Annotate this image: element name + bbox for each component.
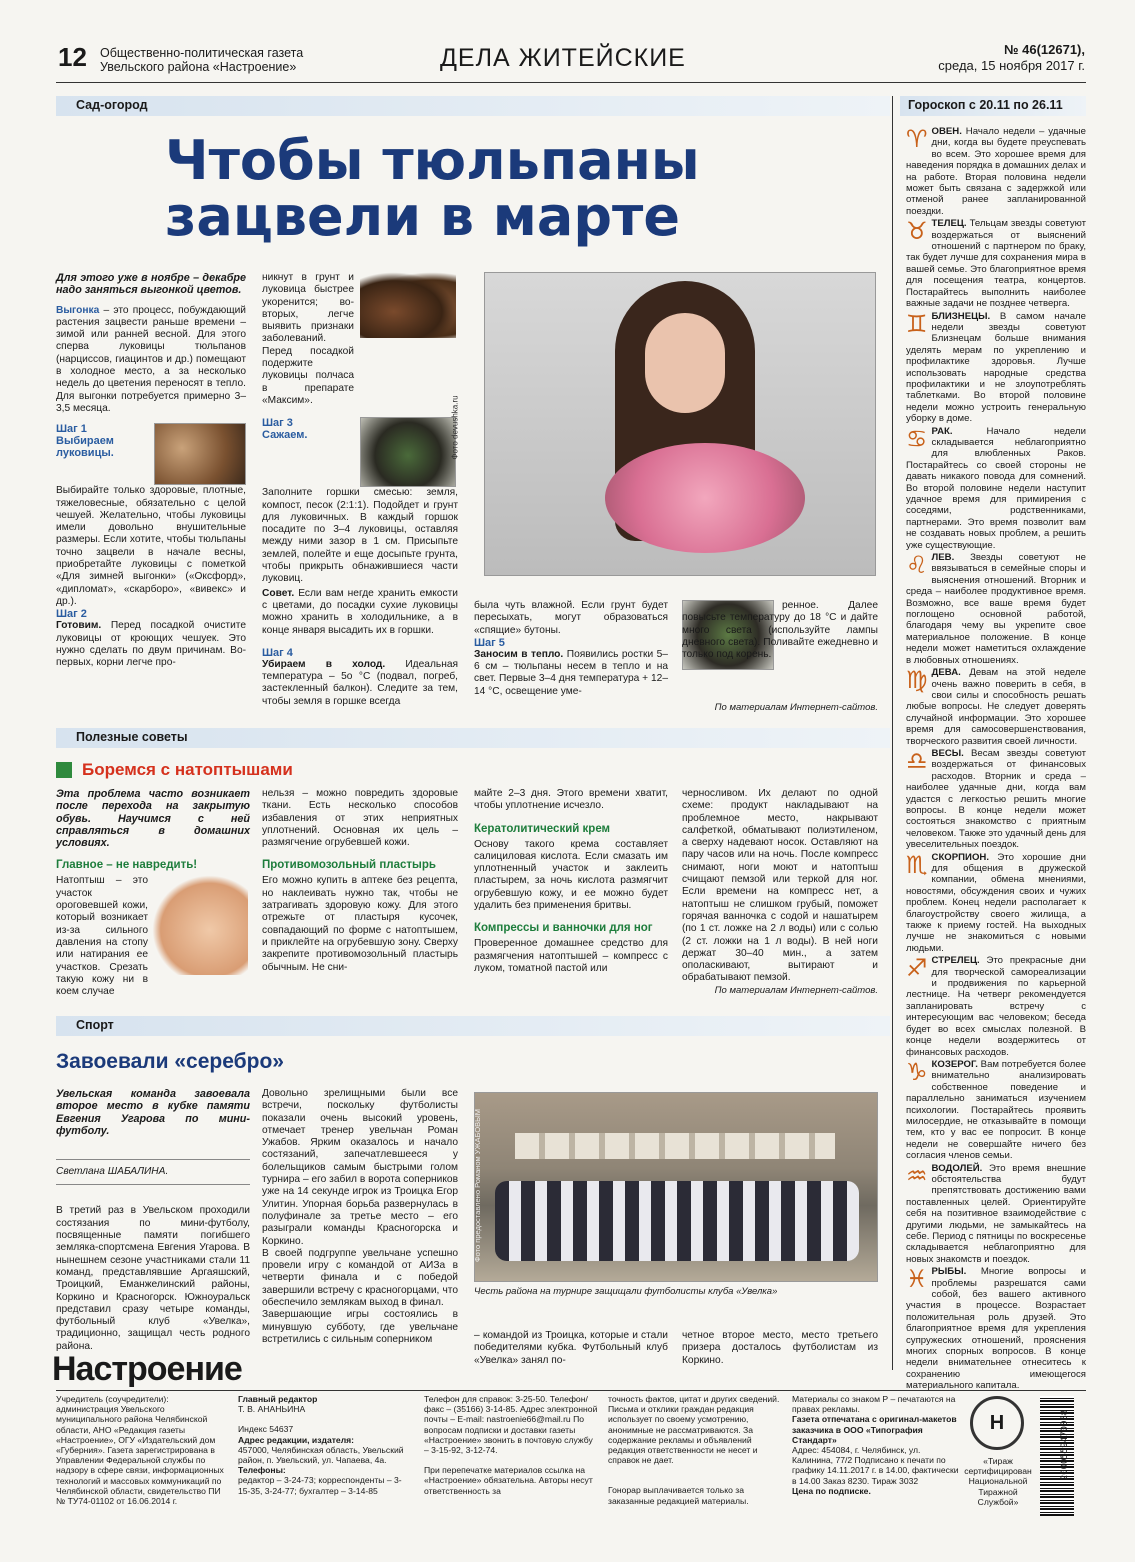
tips-title-row bbox=[56, 760, 293, 780]
horoscope-sign-name: РАК. bbox=[931, 425, 953, 437]
tips-col1-text: Натоптыш – это участок ороговевшей кожи, который возникает из-за сильного давления на стопу или натирания ее участков. Срезать такую кожу ни в коем случае bbox=[56, 875, 148, 998]
zodiac-icon: ♎ bbox=[906, 746, 928, 775]
photo-tulips bbox=[605, 443, 805, 553]
step3-label: Шаг 3 bbox=[262, 417, 293, 430]
advice-block bbox=[262, 588, 458, 637]
tips-col-4 bbox=[682, 788, 878, 997]
circulation-seal-icon: Н bbox=[970, 1396, 1024, 1450]
sport-col2b-text: В своей подгруппе увельчане успешно провели игру с командой от АИЗа в четверти финала и с победой завершили встречу с красногорцами, что обеспечило землякам выход в финал. bbox=[262, 1247, 458, 1309]
garden-col4-text: ренное. Далее повысьте температуру до 18 °С и дайте много света (используйте лампы дневного света). Поливайте ежедневно и только под корень. bbox=[682, 600, 878, 661]
garden-intro-text: – это процесс, побуждающий растения зацвести раньше времени – зимой или ранней весной. Для этого сперва луковицы тюльпанов (нарциссов, гиацинтов и др.) помещают в холодное место, а за несколько недель до цветения переносят в тепло. Для выгонки потребуется примерно 3–3,5 месяца. bbox=[56, 304, 246, 414]
sport-caption: Честь района на турнире защищали футболисты клуба «Увелка» bbox=[474, 1286, 778, 1297]
tips-sub1: Главное – не навредить! bbox=[56, 859, 198, 872]
step2-text: Перед посадкой очистите луковицы от кроющих чешуек. Это нужно сделать по двум причинам. Во-первых, корни легче про- bbox=[56, 620, 246, 669]
footer-price: Цена по подписке. bbox=[792, 1485, 871, 1496]
header-divider bbox=[56, 82, 1086, 83]
garden-title bbox=[165, 129, 865, 248]
feet-photo bbox=[152, 875, 248, 975]
horoscope-sign-text: Звезды советуют не ввязываться в семейные споры и выяснения отношений. Вторник и среда – наиболее продуктивное время. Возможно, все ваше время будет поглощено основной работой, благодаря чему вы укрепите свое материальное положение. В конце недели может наметиться охлаждение в любовных отношениях. bbox=[906, 552, 1086, 666]
barcode-number: 2000559470088 bbox=[1060, 1409, 1070, 1481]
zodiac-icon: ♌ bbox=[906, 551, 928, 580]
rubric-garden: Сад-огород bbox=[56, 96, 890, 116]
zodiac-icon: ♏ bbox=[906, 850, 928, 879]
step1-text: Выбирайте только здоровые, плотные, тяжеловесные, обязательно с целой чешуей. Желательно, чтобы луковицы имели довольно внушительные размеры. Если хотите, чтобы тюльпаны точно зацвели в начале весны, приобретайте луковицы с пометкой «Для зимней выгонки» («Оксфорд», «дипломат», «скарборо», «вивекс» и др.). bbox=[56, 485, 246, 607]
horoscope-sign-name: ОВЕН. bbox=[931, 126, 962, 137]
footer-founders: Учредитель (соучредители): администрация Увельского муниципального района Челябинской области, АНО «Редакция газеты «Настроение», ОГУ «Издательский дом «Губерния». Газета зарегистрирована в Управлении Федеральной службы по надзору в сфере связи, информационных технологий и массовых коммуникаций по Челябинской области, свидетельство ПИ № ТУ74-01102 от 16.06.2014 г. bbox=[56, 1394, 224, 1507]
garden-intro-term: Выгонка bbox=[56, 304, 100, 316]
step4-text: Идеальная температура – 5о °С (подвал, погреб, застекленный балкон). Следите за тем, чтобы земля в горшке всегда bbox=[262, 658, 458, 707]
garden-intro bbox=[56, 305, 246, 416]
pot-sprouts-photo bbox=[360, 417, 456, 487]
step4-title: Убираем в холод. bbox=[262, 658, 386, 670]
team-photo-scoreboard bbox=[515, 1133, 835, 1159]
footer-editor-block bbox=[238, 1394, 412, 1496]
zodiac-icon: ♓ bbox=[906, 1265, 928, 1294]
zodiac-icon: ♑ bbox=[906, 1057, 928, 1086]
sport-title: Завоевали «серебро» bbox=[56, 1050, 284, 1073]
team-photo-players bbox=[495, 1181, 859, 1261]
footer-print-block bbox=[792, 1394, 962, 1496]
step3-block bbox=[262, 417, 458, 487]
garden-col2-top: никнут в грунт и луковица быстрее укоренится; во-вторых, легче выявить признаки заболеваний. Перед посадкой подержите луковицы полчаса в препарате «Максим». bbox=[262, 272, 354, 406]
footer-phones: редактор – 3-24-73; корреспонденты – 3-15-35, 3-24-77; бухгалтер – 3-14-85 bbox=[238, 1475, 402, 1496]
horoscope-sign-text: Многие вопросы и проблемы разрешатся сами собой, без вашего активного участия в процессе. Возрастает положительная роль друзей. Это благоприятное время для укрепления супружеских отношений, прояснения многих спорных вопросов. В конце недели внимательнее отнеситесь к сохранению имеющегося материального капитала. bbox=[906, 1266, 1086, 1392]
horoscope-sign-name: СТРЕЛЕЦ. bbox=[931, 955, 980, 967]
horoscope-sign-text: Тельцам звезды советуют воздержаться от выяснений отношений с партнером по браку, так будет лучше для сохранения мира в вашей семье. Это благоприятное время для посещения театра, концертов. Постарайтесь выполнить наиболее важные задачи не позднее четверга. bbox=[906, 218, 1086, 310]
footer-contacts: Телефон для справок: 3-25-50. Телефон/факс – (35166) 3-14-85. Адрес электронной почты – E-mail: nastroenie66@mail.ru По вопросам подписки и доставки газеты «Настроение» звонить в почтовую службу – 3-15-92, 3-12-74. bbox=[424, 1394, 598, 1456]
tips-col3a-text: майте 2–3 дня. Этого времени хватит, чтобы уплотнение исчезло. bbox=[474, 788, 668, 812]
footer-phones-title: Телефоны: bbox=[238, 1465, 286, 1476]
horoscope-sign-text: В самом начале недели звезды советуют Близнецам больше внимания уделять мерам по укреплению и профилактике здоровья. Лучше использовать народные средства профилактики и не злоупотреблять таблетками. Во второй половине недели можно устроить генеральную уборку в доме. bbox=[906, 310, 1086, 425]
step5-label: Шаг 5 bbox=[474, 636, 505, 649]
col2-top-block bbox=[262, 272, 458, 407]
horoscope-list bbox=[906, 126, 1086, 1393]
page-number: 12 bbox=[58, 42, 87, 72]
step4-label: Шаг 4 bbox=[262, 646, 293, 659]
footer-ads: Материалы со знаком Р – печатаются на правах рекламы. bbox=[792, 1394, 956, 1415]
publication-line-1: Общественно-политическая газета bbox=[100, 46, 304, 60]
zodiac-icon: ♊ bbox=[906, 309, 928, 338]
horoscope-item bbox=[906, 218, 1086, 309]
footer-resp-block bbox=[608, 1394, 782, 1506]
horoscope-item bbox=[906, 748, 1086, 851]
tips-source: По материалам Интернет-сайтов. bbox=[714, 984, 878, 996]
step1-title: Выбираем луковицы. bbox=[56, 435, 114, 460]
sport-col4-text: четное второе место, место третьего призера досталось футболистам из Коркино. bbox=[682, 1330, 878, 1366]
horoscope-sign-name: ВОДОЛЕЙ. bbox=[931, 1162, 983, 1174]
garden-col-1 bbox=[56, 272, 246, 669]
horoscope-sign-name: БЛИЗНЕЦЫ. bbox=[931, 310, 991, 322]
tips-col1-body bbox=[56, 875, 250, 998]
footer-divider bbox=[56, 1390, 1086, 1391]
horoscope-sign-name: КОЗЕРОГ. bbox=[931, 1058, 978, 1070]
horoscope-sign-text: Это время внешние обстоятельства будут препятствовать достижению вами поставленных целей. Ориентируйте себя на позитивное взаимодействие с другими людьми, не замыкайтесь на себе. Период с пятницы по воскресенье складывается неблагоприятно для новых знакомств и поездок. bbox=[906, 1162, 1086, 1265]
footer-editor-name: Т. В. АНАНЬИНА bbox=[238, 1404, 306, 1415]
footer-editor-title: Главный редактор bbox=[238, 1394, 318, 1404]
horoscope-sign-name: СКОРПИОН. bbox=[931, 851, 990, 863]
horoscope-sign-text: Весам звезды советуют воздержаться от финансовых расходов. Вторник и среда – наиболее удачные дни, когда вам удастся с легкостью решить многие вопросы. В конце недели может состояться знакомство с приятным человеком. Также это удачный день для увеселительных поездок. bbox=[906, 747, 1087, 851]
tips-col2b-text: Его можно купить в аптеке без рецепта, но наклеивать нужно так, чтобы не затрагивать здоровую кожу. Для этого отрежьте от пластыря кусочек, совпадающий по форме с натоптышем, и приклейте на огрубевшую зону. Сверху закрепите противомозольный пластырь обычным. Не сни- bbox=[262, 875, 458, 973]
advice-text: Если вам негде хранить емкости с цветами, до посадки сухие луковицы можно хранить в холодильнике, а в конце января высадить их в горшки. bbox=[262, 587, 458, 636]
sport-col-1 bbox=[56, 1088, 250, 1353]
horoscope-sign-text: Начало недели складывается неблагоприятно для влюбленных Раков. Постарайтесь со своей стороны не давать никакого повода для сомнений. Во второй половине недели наступит удачное время для примирения с соседями, родственниками, партнерами. Это время позволит вам не создавать новых проблем, а решить уже существующие. bbox=[906, 425, 1086, 551]
footer-reprint: При перепечатке материалов ссылка на «Настроение» обязательна. Авторы несут ответственность за bbox=[424, 1465, 593, 1496]
horoscope-item bbox=[906, 667, 1086, 747]
step5-title: Заносим в тепло. bbox=[474, 648, 564, 660]
horoscope-sign-name: ТЕЛЕЦ. bbox=[931, 218, 967, 230]
tips-col3c-text: Проверенное домашнее средство для размягчения натоптышей – компресс с луком, томатной пастой или bbox=[474, 938, 668, 974]
horoscope-item bbox=[906, 126, 1086, 217]
sport-lead: Увельская команда завоевала второе место в кубке памяти Евгения Угарова по мини-футболу. bbox=[56, 1088, 250, 1137]
sport-col2c-text: Завершающие игры состоялись в минувшую субботу, где увельчане встретились с сильным соперником bbox=[262, 1309, 458, 1345]
publication-line bbox=[100, 46, 303, 74]
horoscope-item bbox=[906, 852, 1086, 955]
tips-col-1 bbox=[56, 788, 250, 998]
photo-face bbox=[645, 313, 725, 413]
step2-label: Шаг 2 bbox=[56, 608, 87, 621]
sport-col-2 bbox=[262, 1088, 458, 1346]
footer-responsibility: точность фактов, цитат и других сведений. Письма и отклики граждан редакция использует по своему усмотрению, анонимные не рассматриваются. За содержание рекламы и объявлений редакция ответственности не несет и справок не дает. bbox=[608, 1394, 780, 1466]
zodiac-icon: ♋ bbox=[906, 424, 928, 453]
rubric-horoscope: Гороскоп с 20.11 по 26.11 bbox=[900, 96, 1086, 116]
horoscope-sign-text: Это хорошие дни для общения в дружеской компании, обмена мнениями, новостями, обсуждения своих и чужих проблем. Конец недели располагает к благоустройству своего жилища, а также к приему гостей. На выходных лучше не знакомиться с новыми людьми. bbox=[906, 851, 1086, 954]
rubric-sport: Спорт bbox=[56, 1016, 890, 1036]
sport-photo-credit: Фото предоставлено Романом УЖАБОВЫМ bbox=[473, 1108, 483, 1263]
step3-text: Заполните горшки смесью: земля, компост, песок (2:1:1). Подойдет и грунт для луковичных. В каждый горшок посадите по 3–4 луковицы, оставляя между ними зазор в 1 см. Присыпьте землей, полейте и еще досыпьте грунта, чтобы прикрыть обнажившиеся части луковиц. bbox=[262, 487, 458, 585]
tips-col-3 bbox=[474, 788, 668, 975]
sport-author: Светлана ШАБАЛИНА. bbox=[56, 1166, 169, 1178]
zodiac-icon: ♉ bbox=[906, 217, 928, 246]
issue-number: № 46(12671), bbox=[1004, 42, 1085, 57]
garden-col-3 bbox=[474, 600, 668, 698]
step2-title: Готовим. bbox=[56, 620, 102, 632]
step1-label: Шаг 1 bbox=[56, 423, 87, 436]
issue-date: среда, 15 ноября 2017 г. bbox=[938, 58, 1085, 73]
footer-address-title: Адрес редакции, издателя: bbox=[238, 1434, 355, 1445]
horoscope-sign-text: Начало недели – удачные дни, когда вы будете преуспевать во всем. Это хорошее время для наведения порядка в домашних делах и на работе. Вторая половина недели может быть связана с задержкой или отменой ранее запланированной поездки. bbox=[906, 126, 1086, 217]
green-square-icon bbox=[56, 762, 72, 778]
tips-sub3: Кератолитический крем bbox=[474, 822, 611, 835]
team-photo bbox=[474, 1092, 878, 1282]
tips-sub2: Противомозольный пластырь bbox=[262, 859, 436, 872]
garden-title-line-2: зацвели в марте bbox=[165, 185, 680, 248]
footer-address: 457000, Челябинская область, Увельский район, п. Увельский, ул. Чапаева, 4а. bbox=[238, 1444, 404, 1466]
horoscope-item bbox=[906, 1163, 1086, 1266]
footer-contacts-block bbox=[424, 1394, 598, 1496]
zodiac-icon: ♍ bbox=[906, 666, 928, 695]
footer-fee: Гонорар выплачивается только за заказанные редакцией материалы. bbox=[608, 1485, 749, 1506]
sport-col1-text: В третий раз в Увельском проходили состязания по мини-футболу, посвященные памяти погибшего земляка-спортсмена Евгения Угарова. В нынешнем сезоне участниками стали 11 команд, представлявшие Аргаяшский, Троицкий, Еманжелинский районы, Коркино и Красногорск. Южноуральск представил сразу четыре команды, футбольный клуб «Увелка», традиционно, защищал честь родного района. bbox=[56, 1205, 250, 1352]
section-title: ДЕЛА ЖИТЕЙСКИЕ bbox=[440, 44, 686, 72]
garden-col3-text: была чуть влажной. Если грунт будет пересыхать, могут образоваться «спящие» бутоны. bbox=[474, 600, 668, 636]
horoscope-item bbox=[906, 1266, 1086, 1391]
onion-bulbs-photo bbox=[360, 272, 456, 338]
footer-logo: Настроение bbox=[52, 1350, 242, 1388]
horoscope-item bbox=[906, 955, 1086, 1058]
horoscope-sign-name: ДЕВА. bbox=[931, 667, 961, 679]
tips-sub4: Компрессы и ванночки для ног bbox=[474, 922, 653, 935]
horoscope-sign-text: Это прекрасные дни для творческой самореализации и продвижения по карьерной лестнице. На четверг рекомендуется запланировать встречу с интересующим вас человеком; беседа будет во всех смыслах полезной. В конце недели воздержитесь от финансовых расходов. bbox=[906, 955, 1086, 1058]
footer-printed: Адрес: 454084, г. Челябинск, ул. Калинина, 77/2 Подписано к печати по графику 14.11.2017 г. в 14.00, фактически в 14.00 Заказ 8230. Тираж 3032 bbox=[792, 1445, 959, 1486]
horoscope-item bbox=[906, 1059, 1086, 1162]
tips-col-2 bbox=[262, 788, 458, 974]
step3-title: Сажаем. bbox=[262, 429, 308, 442]
issue-info bbox=[938, 42, 1085, 74]
garden-lead: Для этого уже в ноябре – декабре надо заняться выгонкой цветов. bbox=[56, 272, 246, 297]
horoscope-sign-text: Вам потребуется более внимательно анализировать собственное поведение и параллельно заниматься изучением психологии. Постарайтесь проявить милосердие, не отказывайте в помощи тем, кто у вас ее попросит. В конце недели не совершайте ничего без согласия членов семьи. bbox=[906, 1058, 1086, 1162]
zodiac-icon: ♈ bbox=[906, 125, 928, 153]
zodiac-icon: ♐ bbox=[906, 954, 928, 983]
tulips-girl-photo bbox=[450, 272, 876, 576]
footer-printed-title: Газета отпечатана с оригинал-макетов заказчика в ООО «Типография Стандарт» bbox=[792, 1414, 957, 1445]
sport-author-rule-2 bbox=[56, 1184, 250, 1185]
garden-col-2 bbox=[262, 272, 458, 708]
sport-col2a-text: Довольно зрелищными были все встречи, поскольку футболисты показали очень высокий уровень, отмечает тренер увельчан Роман Ужабов. Ярким оказалось и начало состязаний, запечатлевшееся у болельщиков самым быстрыми голом турнира – его забил в ворота соперников уже на 14 секунде игрок из Троицка Егор Улитин. Упорная борьба развернулась в полуфинале за третье место – его разыграли команды Красногорска и Коркино. bbox=[262, 1088, 458, 1247]
bulbs-photo bbox=[154, 423, 246, 485]
step5-text-block bbox=[474, 649, 668, 698]
footer-cert: «Тираж сертифицирован Национальной Тиражной Службой» bbox=[964, 1456, 1032, 1507]
tips-col2-text: нельзя – можно повредить здоровые ткани. Есть несколько способов избавления от этих неприятных уплотнений. Основная их цель – размягчение огрубевшей кожи. bbox=[262, 788, 458, 849]
sport-author-rule bbox=[56, 1159, 250, 1160]
footer-index: Индекс 54637 bbox=[238, 1424, 294, 1435]
sport-col3-text: – командой из Троицка, которые и стали победителями кубка. Футбольный клуб «Увелка» занял по- bbox=[474, 1330, 668, 1366]
horoscope-sign-name: ВЕСЫ. bbox=[931, 747, 964, 759]
step5-text: Появились ростки 5–6 см – тюльпаны несем в тепло и на свет. Первые 3–4 дня температура + 12–14 °С, освещение уме- bbox=[474, 648, 668, 697]
zodiac-icon: ♒ bbox=[906, 1161, 928, 1190]
horoscope-sign-text: Девам на этой неделе очень важно поверить в себя, в свои силы и способность решать любые вопросы. Не следует доверять случайной информации. Это хорошее время для самосовершенствования, творческого развития своей личности. bbox=[906, 667, 1086, 747]
horoscope-sign-name: РЫБЫ. bbox=[931, 1266, 967, 1278]
garden-source: По материалам Интернет-сайтов. bbox=[714, 702, 878, 713]
tips-col4-text: черносливом. Их делают по одной схеме: продукт накладывают на проблемное место, накрывают салфеткой, обматывают полиэтиленом, а сверху надевают носок. Оставляют на пару часов или на ночь. После компресс снимают, ноги моют и натоптыш счищают пемзой или теркой для ног. Если времени на компресс нет, а натоптыш не слишком грубый, поможет горячая ванночка с содой и нашатырем (по 1 ст. ложке на 2 л воды) или с солью (2 ст. ложки на 1 л воды). В ней ноги держат 30–40 мин., а затем ополаскивают, вытирают и обрабатывают пемзой. bbox=[682, 788, 878, 984]
garden-photo-credit: Фото devushka.ru bbox=[450, 395, 460, 460]
horoscope-item bbox=[906, 426, 1086, 551]
horoscope-item bbox=[906, 311, 1086, 425]
advice-title: Совет. bbox=[262, 587, 295, 599]
rubric-tips: Полезные советы bbox=[56, 728, 890, 748]
tips-title: Боремся с натоптышами bbox=[82, 760, 293, 779]
tips-col3b-text: Основу такого крема составляет салициловая кислота. Если смазать им уплотненный участок и заклеить пластырем, за ночь кислота размягчит огрубевшую кожу, и ее можно будет удалить без применения бритвы. bbox=[474, 838, 668, 912]
horoscope-item bbox=[906, 552, 1086, 666]
garden-title-line-1: Чтобы тюльпаны bbox=[165, 129, 700, 192]
tips-lead: Эта проблема часто возникает после перехода на закрытую обувь. Научимся с ней справляться в домашних условиях. bbox=[56, 788, 250, 850]
step1-block bbox=[56, 423, 246, 485]
horoscope-sign-name: ЛЕВ. bbox=[931, 552, 955, 564]
step4-text-block bbox=[262, 659, 458, 708]
horoscope-divider bbox=[892, 96, 893, 1370]
step2-text-block bbox=[56, 620, 246, 669]
publication-line-2: Увельского района «Настроение» bbox=[100, 60, 297, 74]
